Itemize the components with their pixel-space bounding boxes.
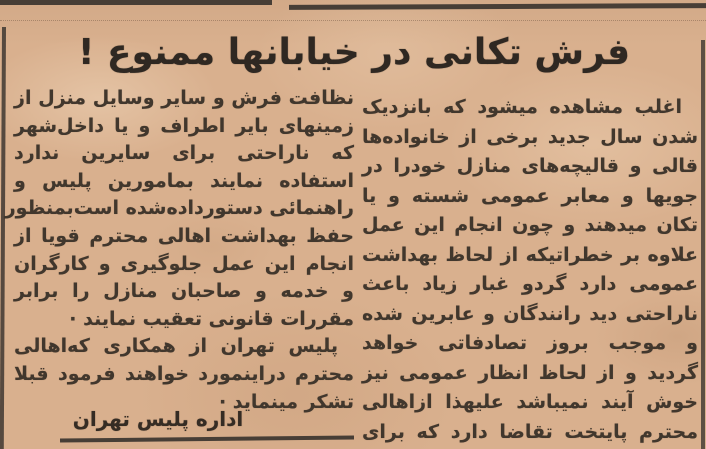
article-line: قالی و قالیچه‌های منازل خودرا در bbox=[362, 155, 698, 177]
article-line: زمینهای بایر اطراف و یا داخل‌شهر bbox=[14, 114, 354, 137]
article-column-right bbox=[362, 93, 698, 447]
article-line: راهنمائی دستورداده‌شده است‌بمنظور bbox=[4, 197, 354, 220]
article-line: پلیس تهران از همکاری که‌اهالی bbox=[14, 335, 338, 358]
article-column-left bbox=[4, 85, 354, 416]
article-line: انجام این عمل جلوگیری و کارگران bbox=[14, 252, 354, 275]
article-line: محترم پایتخت تقاضا دارد که برای bbox=[362, 420, 698, 443]
article-signature: اداره پلیس تهران bbox=[72, 407, 244, 431]
article-line: و خدمه و صاحبان منازل را برابر bbox=[14, 280, 354, 303]
article-line: گردید و از لحاظ انظار عمومی نیز bbox=[362, 361, 698, 384]
article-line: مقررات قانونی تعقیب نمایند · bbox=[69, 307, 354, 330]
left-column-rule bbox=[0, 27, 6, 449]
article-line: محترم دراینمورد خواهند فرمود قبلا bbox=[14, 362, 354, 385]
top-rule-right-segment bbox=[289, 3, 706, 10]
article-line: نظافت فرش و سایر وسایل منزل از bbox=[14, 87, 354, 109]
article-line: خوش آیند نمیباشد علیهذا ازاهالی bbox=[362, 391, 698, 413]
article-line: علاوه بر خطراتیکه از لحاظ بهداشت bbox=[362, 243, 698, 266]
article-line: عمومی دارد گردو غبار زیاد باعث bbox=[362, 273, 698, 295]
top-rule-left-segment bbox=[0, 0, 272, 5]
article-line: ناراحتی دید رانندگان و عابرین شده bbox=[362, 302, 698, 325]
article-line: که ناراحتی برای سایرین ندارد bbox=[14, 142, 354, 165]
article-line: و موجب بروز تصادفاتی خواهد bbox=[362, 332, 698, 354]
article-line: جویها و معابر عمومی شسته و یا bbox=[362, 184, 698, 207]
article-line: تکان میدهند و چون انجام این عمل bbox=[362, 214, 698, 236]
article-line: حفظ بهداشت اهالی محترم قویا از bbox=[14, 224, 354, 247]
article-line: شدن سال جدید برخی از خانواده‌ها bbox=[362, 125, 698, 148]
article-headline: فرش تکانی در خیابانها ممنوع ! bbox=[77, 32, 631, 73]
signature-underline-rule bbox=[60, 435, 354, 442]
right-column-rule bbox=[701, 40, 705, 449]
article-line: استفاده نمایند بمامورین پلیس و bbox=[14, 169, 354, 192]
article-line: تشکر مینماید · bbox=[218, 390, 354, 413]
article-line: اغلب مشاهده میشود که بانزدیک bbox=[362, 96, 682, 118]
print-artifact-dotted-line bbox=[0, 20, 706, 21]
